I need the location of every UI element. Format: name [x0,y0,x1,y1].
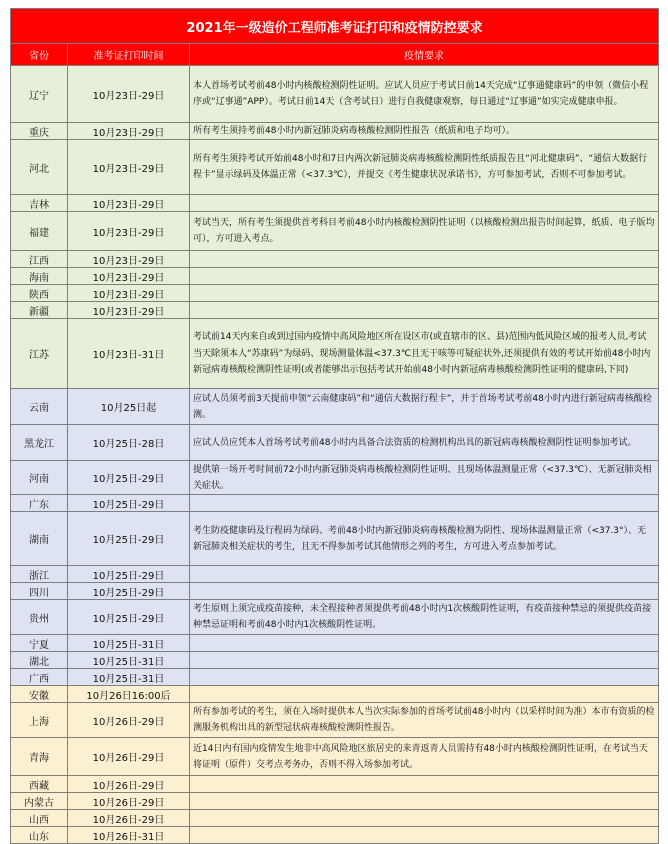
print-time-cell: 10月25日-31日 [68,652,190,669]
province-cell: 贵州 [11,600,68,635]
print-time-cell: 10月25日-29日 [68,512,190,566]
table-row [11,66,659,123]
province-cell: 黑龙江 [11,425,68,461]
title-row [11,9,659,44]
print-time-cell: 10月25日-29日 [68,461,190,495]
province-cell: 辽宁 [11,66,68,123]
requirement-cell: 近14日内有国内疫情发生地非中高风险地区旅居史的来青返青人员需持有48小时内核酸检测阴性证明，在考试当天将证明（原件）交考点考务办，否则不得入场参加考试。 [190,738,659,776]
print-time-cell: 10月26日16:00后 [68,686,190,703]
province-cell: 福建 [11,212,68,251]
table-row [11,686,659,703]
print-time-cell: 10月26日-29日 [68,776,190,793]
requirement-cell [190,686,659,703]
province-cell: 上海 [11,703,68,738]
requirement-cell [190,195,659,212]
print-time-cell: 10月26日-29日 [68,738,190,776]
table-row [11,195,659,212]
province-cell: 陕西 [11,285,68,302]
province-cell: 西藏 [11,776,68,793]
province-cell: 吉林 [11,195,68,212]
epidemic-requirements-sheet [10,8,658,844]
header-row [11,44,659,66]
requirement-cell: 考生原则上须完成疫苗接种，未全程接种者须提供考前48小时内1次核酸阴性证明，有疫苗接种禁忌的须提供疫苗接种禁忌证明和考前48小时内1次核酸阴性证明。 [190,600,659,635]
requirement-cell: 考生防疫健康码及行程码为绿码、考前48小时内新冠肺炎病毒核酸检测为阴性、现场体温测量正常（<37.3°）、无新冠肺炎相关症状的考生，且无不得参加考试其他情形之列的考生，方可进入考点参加考试。 [190,512,659,566]
print-time-cell: 10月26日-29日 [68,793,190,810]
requirement-cell: 应试人员须考前3天提前申领“云南健康码”和“通信大数据行程卡”，并于首场考试考前48小时内进行新冠病毒核酸检测。 [190,389,659,425]
province-cell: 云南 [11,389,68,425]
print-time-cell: 10月23日-29日 [68,285,190,302]
province-cell: 内蒙古 [11,793,68,810]
requirement-cell [190,776,659,793]
requirement-cell: 所有参加考试的考生，须在入场时提供本人当次实际参加的首场考试前48小时内（以采样时间为准）本市有资质的检测服务机构出具的新型冠状病毒核酸检测阴性报告。 [190,703,659,738]
print-time-cell: 10月25日-31日 [68,635,190,652]
requirement-cell [190,495,659,512]
table-row [11,123,659,140]
table-row [11,512,659,566]
province-cell: 湖南 [11,512,68,566]
print-time-cell: 10月25日-31日 [68,669,190,686]
print-time-cell: 10月26日-31日 [68,827,190,844]
table-row [11,652,659,669]
table-row [11,425,659,461]
table-row [11,776,659,793]
print-time-cell: 10月26日-29日 [68,703,190,738]
table-row [11,793,659,810]
province-cell: 安徽 [11,686,68,703]
province-cell: 河北 [11,140,68,195]
requirement-cell [190,635,659,652]
table-row [11,319,659,389]
province-cell: 山东 [11,827,68,844]
print-time-cell: 10月23日-29日 [68,268,190,285]
province-cell: 四川 [11,583,68,600]
province-cell: 重庆 [11,123,68,140]
print-time-cell: 10月23日-29日 [68,302,190,319]
table-row [11,600,659,635]
table-row [11,251,659,268]
province-cell: 宁夏 [11,635,68,652]
requirement-cell [190,583,659,600]
table-row [11,738,659,776]
table-row [11,268,659,285]
header-province: 省份 [11,44,68,66]
requirement-cell [190,566,659,583]
province-cell: 河南 [11,461,68,495]
requirement-cell [190,793,659,810]
requirement-cell: 应试人员应凭本人首场考试考前48小时内具备合法资质的检测机构出具的新冠病毒核酸检测阴性证明参加考试。 [190,425,659,461]
table-row [11,140,659,195]
province-cell: 浙江 [11,566,68,583]
table-row [11,495,659,512]
province-cell: 海南 [11,268,68,285]
table-row [11,703,659,738]
requirement-cell: 考试当天，所有考生须提供首考科目考前48小时内核酸检测阴性证明（以核酸检测出报告时间起算，纸质、电子版均可），方可进入考点。 [190,212,659,251]
requirement-cell: 考试前14天内来自或到过国内疫情中高风险地区所在设区市(或直辖市的区、县)范围内低风险区域的报考人员,考试当天除须本人“苏康码”为绿码、现场测量体温<37.3℃且无干咳等可疑症状外,还须提供有效的考试开始前48小时内新冠病毒核酸检测阴性证明(或者能够出示包括考试开始前48小时内新冠病毒核酸检测阴性证明的健康码,下同) [190,319,659,389]
table-row [11,302,659,319]
print-time-cell: 10月23日-29日 [68,212,190,251]
table-row [11,810,659,827]
requirement-cell [190,652,659,669]
table-row [11,669,659,686]
table-row [11,212,659,251]
province-cell: 湖北 [11,652,68,669]
print-time-cell: 10月23日-29日 [68,140,190,195]
province-cell: 江苏 [11,319,68,389]
print-time-cell: 10月25日-29日 [68,583,190,600]
requirement-cell [190,827,659,844]
print-time-cell: 10月23日-29日 [68,66,190,123]
requirement-cell [190,285,659,302]
table-row [11,566,659,583]
print-time-cell: 10月25日-28日 [68,425,190,461]
print-time-cell: 10月26日-29日 [68,810,190,827]
print-time-cell: 10月23日-31日 [68,319,190,389]
table-row [11,389,659,425]
province-cell: 广东 [11,495,68,512]
print-time-cell: 10月23日-29日 [68,251,190,268]
table-row [11,285,659,302]
print-time-cell: 10月25日-29日 [68,566,190,583]
requirement-cell [190,669,659,686]
header-print-time: 准考证打印时间 [68,44,190,66]
print-time-cell: 10月25日起 [68,389,190,425]
province-cell: 山西 [11,810,68,827]
requirement-cell [190,810,659,827]
province-cell: 广西 [11,669,68,686]
print-time-cell: 10月25日-29日 [68,600,190,635]
requirements-table [10,8,659,844]
print-time-cell: 10月23日-29日 [68,195,190,212]
province-cell: 青海 [11,738,68,776]
table-title: 2021年一级造价工程师准考证打印和疫情防控要求 [11,9,659,44]
province-cell: 新疆 [11,302,68,319]
requirement-cell: 所有考生须持考试开始前48小时和7日内两次新冠肺炎病毒核酸检测阴性纸质报告且“河北健康码”、“通信大数据行程卡”显示绿码及体温正常（<37.3℃），并提交《考生健康状况承诺书》，方可参加考试，否则不可参加考试。 [190,140,659,195]
table-row [11,583,659,600]
table-row [11,827,659,844]
print-time-cell: 10月25日-29日 [68,495,190,512]
province-cell: 江西 [11,251,68,268]
requirement-cell: 提供第一场开考时间前72小时内新冠肺炎病毒核酸检测阴性证明、且现场体温测量正常（<37.3℃）、无新冠肺炎相关症状。 [190,461,659,495]
print-time-cell: 10月23日-29日 [68,123,190,140]
requirement-cell [190,268,659,285]
requirement-cell: 所有考生须持考前48小时内新冠肺炎病毒核酸检测阴性报告（纸质和电子均可）。 [190,123,659,140]
header-requirement: 疫情要求 [190,44,659,66]
requirement-cell [190,302,659,319]
table-row [11,635,659,652]
requirement-cell: 本人首场考试考前48小时内核酸检测阴性证明。应试人员应于考试日前14天完成“辽事通健康码”的申领（微信小程序或“辽事通”APP）。考试日前14天（含考试日）进行自我健康观察，每日通过“辽事通”如实完成健康申报。 [190,66,659,123]
table-row [11,461,659,495]
requirement-cell [190,251,659,268]
